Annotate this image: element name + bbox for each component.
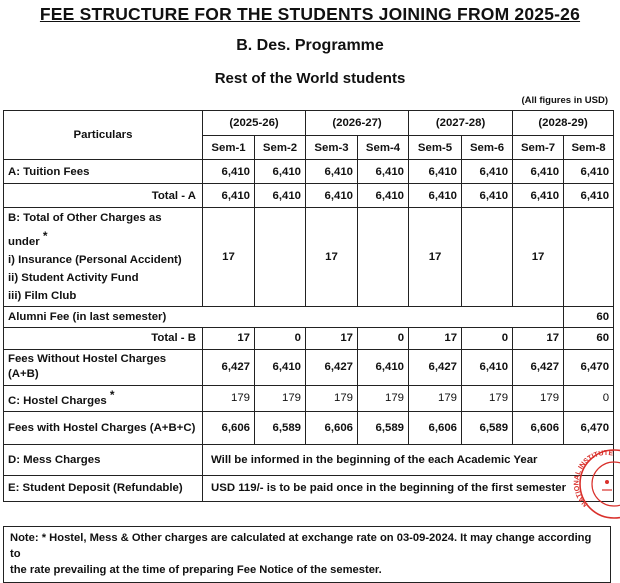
mess-row [4, 444, 614, 475]
mess-note: Will be informed in the beginning of the each Academic Year [203, 444, 614, 475]
footnote-line: the rate prevailing at the time of preparing Fee Notice of the semester. [10, 564, 382, 576]
row-label: D: Mess Charges [4, 444, 203, 475]
year-header: (2025-26) [203, 111, 306, 136]
table-cell: 17 [306, 208, 358, 307]
asterisk: * [42, 229, 48, 243]
table-cell: 6,410 [513, 160, 564, 184]
semester-header: Sem-6 [462, 136, 513, 160]
row-label: A: Tuition Fees [4, 160, 203, 184]
table-cell: 6,410 [564, 184, 614, 208]
table-cell: 17 [203, 208, 255, 307]
row-label: Alumni Fee (in last semester) [4, 306, 564, 327]
other-charges-title-cont: under * [8, 229, 48, 248]
institute-stamp [572, 446, 620, 524]
table-cell: 6,427 [306, 349, 358, 385]
table-cell: 6,427 [409, 349, 462, 385]
table-cell: 60 [564, 327, 614, 349]
table-cell: 6,427 [203, 349, 255, 385]
table-cell: 6,606 [203, 411, 255, 444]
deposit-note: USD 119/- is to be paid once in the beginning of the first semester [203, 475, 614, 501]
table-cell: 179 [513, 385, 564, 411]
semester-header: Sem-2 [255, 136, 306, 160]
table-cell: 6,410 [462, 184, 513, 208]
other-charges-title: B: Total of Other Charges as [8, 212, 162, 224]
row-label-line: Fees Without Hostel Charges [8, 353, 167, 366]
asterisk: * [109, 388, 115, 403]
year-header: (2027-28) [409, 111, 513, 136]
table-cell: 179 [462, 385, 513, 411]
table-cell: 6,589 [462, 411, 513, 444]
table-cell: 6,410 [306, 184, 358, 208]
table-cell: 0 [255, 327, 306, 349]
row-label [4, 208, 203, 307]
total-a-row [4, 184, 614, 208]
table-cell: 6,427 [513, 349, 564, 385]
hostel-row [4, 385, 614, 411]
table-cell: 6,410 [409, 184, 462, 208]
year-header: (2026-27) [306, 111, 409, 136]
table-cell: 6,410 [358, 184, 409, 208]
year-header: (2028-29) [513, 111, 614, 136]
table-cell: 179 [255, 385, 306, 411]
table-cell: 17 [409, 327, 462, 349]
footnote [3, 526, 611, 583]
table-cell: 6,410 [306, 160, 358, 184]
table-cell: 0 [358, 327, 409, 349]
page-title: FEE STRUCTURE FOR THE STUDENTS JOINING FROM 2025-26 [39, 4, 581, 24]
table-cell: 6,589 [255, 411, 306, 444]
semester-header: Sem-4 [358, 136, 409, 160]
table-cell: 6,410 [564, 160, 614, 184]
semester-header: Sem-3 [306, 136, 358, 160]
row-label-line: (A+B) [8, 368, 39, 381]
deposit-row [4, 475, 614, 501]
table-cell: 6,470 [564, 411, 614, 444]
table-cell: 6,410 [462, 349, 513, 385]
table-cell: 6,410 [203, 160, 255, 184]
table-cell: 0 [564, 385, 614, 411]
table-cell: 6,410 [255, 349, 306, 385]
table-cell: 6,410 [462, 160, 513, 184]
without-hostel-row [4, 349, 614, 385]
fee-table [3, 110, 614, 502]
table-cell: 6,410 [409, 160, 462, 184]
table-cell: 179 [358, 385, 409, 411]
semester-header: Sem-1 [203, 136, 255, 160]
category-title: Rest of the World students [214, 70, 406, 87]
footnote-line: Note: * Hostel, Mess & Other charges are calculated at exchange rate on 03-09-2024. It may change according to [10, 532, 592, 560]
total-b-row [4, 327, 614, 349]
semester-header: Sem-7 [513, 136, 564, 160]
units-note: (All figures in USD) [521, 95, 608, 106]
table-cell: 0 [462, 327, 513, 349]
table-cell: 17 [513, 208, 564, 307]
table-cell: 6,410 [255, 184, 306, 208]
table-cell: 6,410 [358, 349, 409, 385]
semester-header: Sem-5 [409, 136, 462, 160]
row-label: C: Hostel Charges * [4, 385, 203, 411]
table-cell: 179 [409, 385, 462, 411]
stamp-inner-ring [592, 462, 620, 506]
table-cell: 17 [513, 327, 564, 349]
row-label [4, 349, 203, 385]
table-cell [358, 208, 409, 307]
table-cell: 17 [203, 327, 255, 349]
programme-title: B. Des. Programme [236, 37, 384, 54]
table-cell: 6,606 [306, 411, 358, 444]
other-charge-item: i) Insurance (Personal Accident) [8, 253, 182, 266]
other-charge-item: ii) Student Activity Fund [8, 271, 139, 284]
table-cell: 179 [306, 385, 358, 411]
with-hostel-row [4, 411, 614, 444]
table-cell [564, 208, 614, 307]
table-cell: 6,410 [203, 184, 255, 208]
row-label: E: Student Deposit (Refundable) [4, 475, 203, 501]
other-charge-item: iii) Film Club [8, 289, 77, 302]
table-cell: 60 [564, 306, 614, 327]
table-cell: 6,470 [564, 349, 614, 385]
table-cell: 6,410 [358, 160, 409, 184]
table-cell: 6,410 [513, 184, 564, 208]
semester-header: Sem-8 [564, 136, 614, 160]
table-cell: 17 [409, 208, 462, 307]
row-label: Total - B [4, 327, 203, 349]
year-header-row [4, 111, 614, 136]
row-label: Fees with Hostel Charges (A+B+C) [4, 411, 203, 444]
stamp-text: NATIONAL INSTITUTE [573, 449, 614, 508]
table-cell: 6,606 [513, 411, 564, 444]
table-cell: 6,606 [409, 411, 462, 444]
particulars-header: Particulars [4, 111, 203, 160]
table-cell: 6,410 [255, 160, 306, 184]
table-cell: 17 [306, 327, 358, 349]
row-label: Total - A [4, 184, 203, 208]
alumni-row [4, 306, 614, 327]
table-cell [255, 208, 306, 307]
other-charges-row [4, 208, 614, 307]
table-cell: 6,589 [358, 411, 409, 444]
table-cell [462, 208, 513, 307]
stamp-dot [605, 480, 609, 484]
table-cell: 179 [203, 385, 255, 411]
tuition-row [4, 160, 614, 184]
